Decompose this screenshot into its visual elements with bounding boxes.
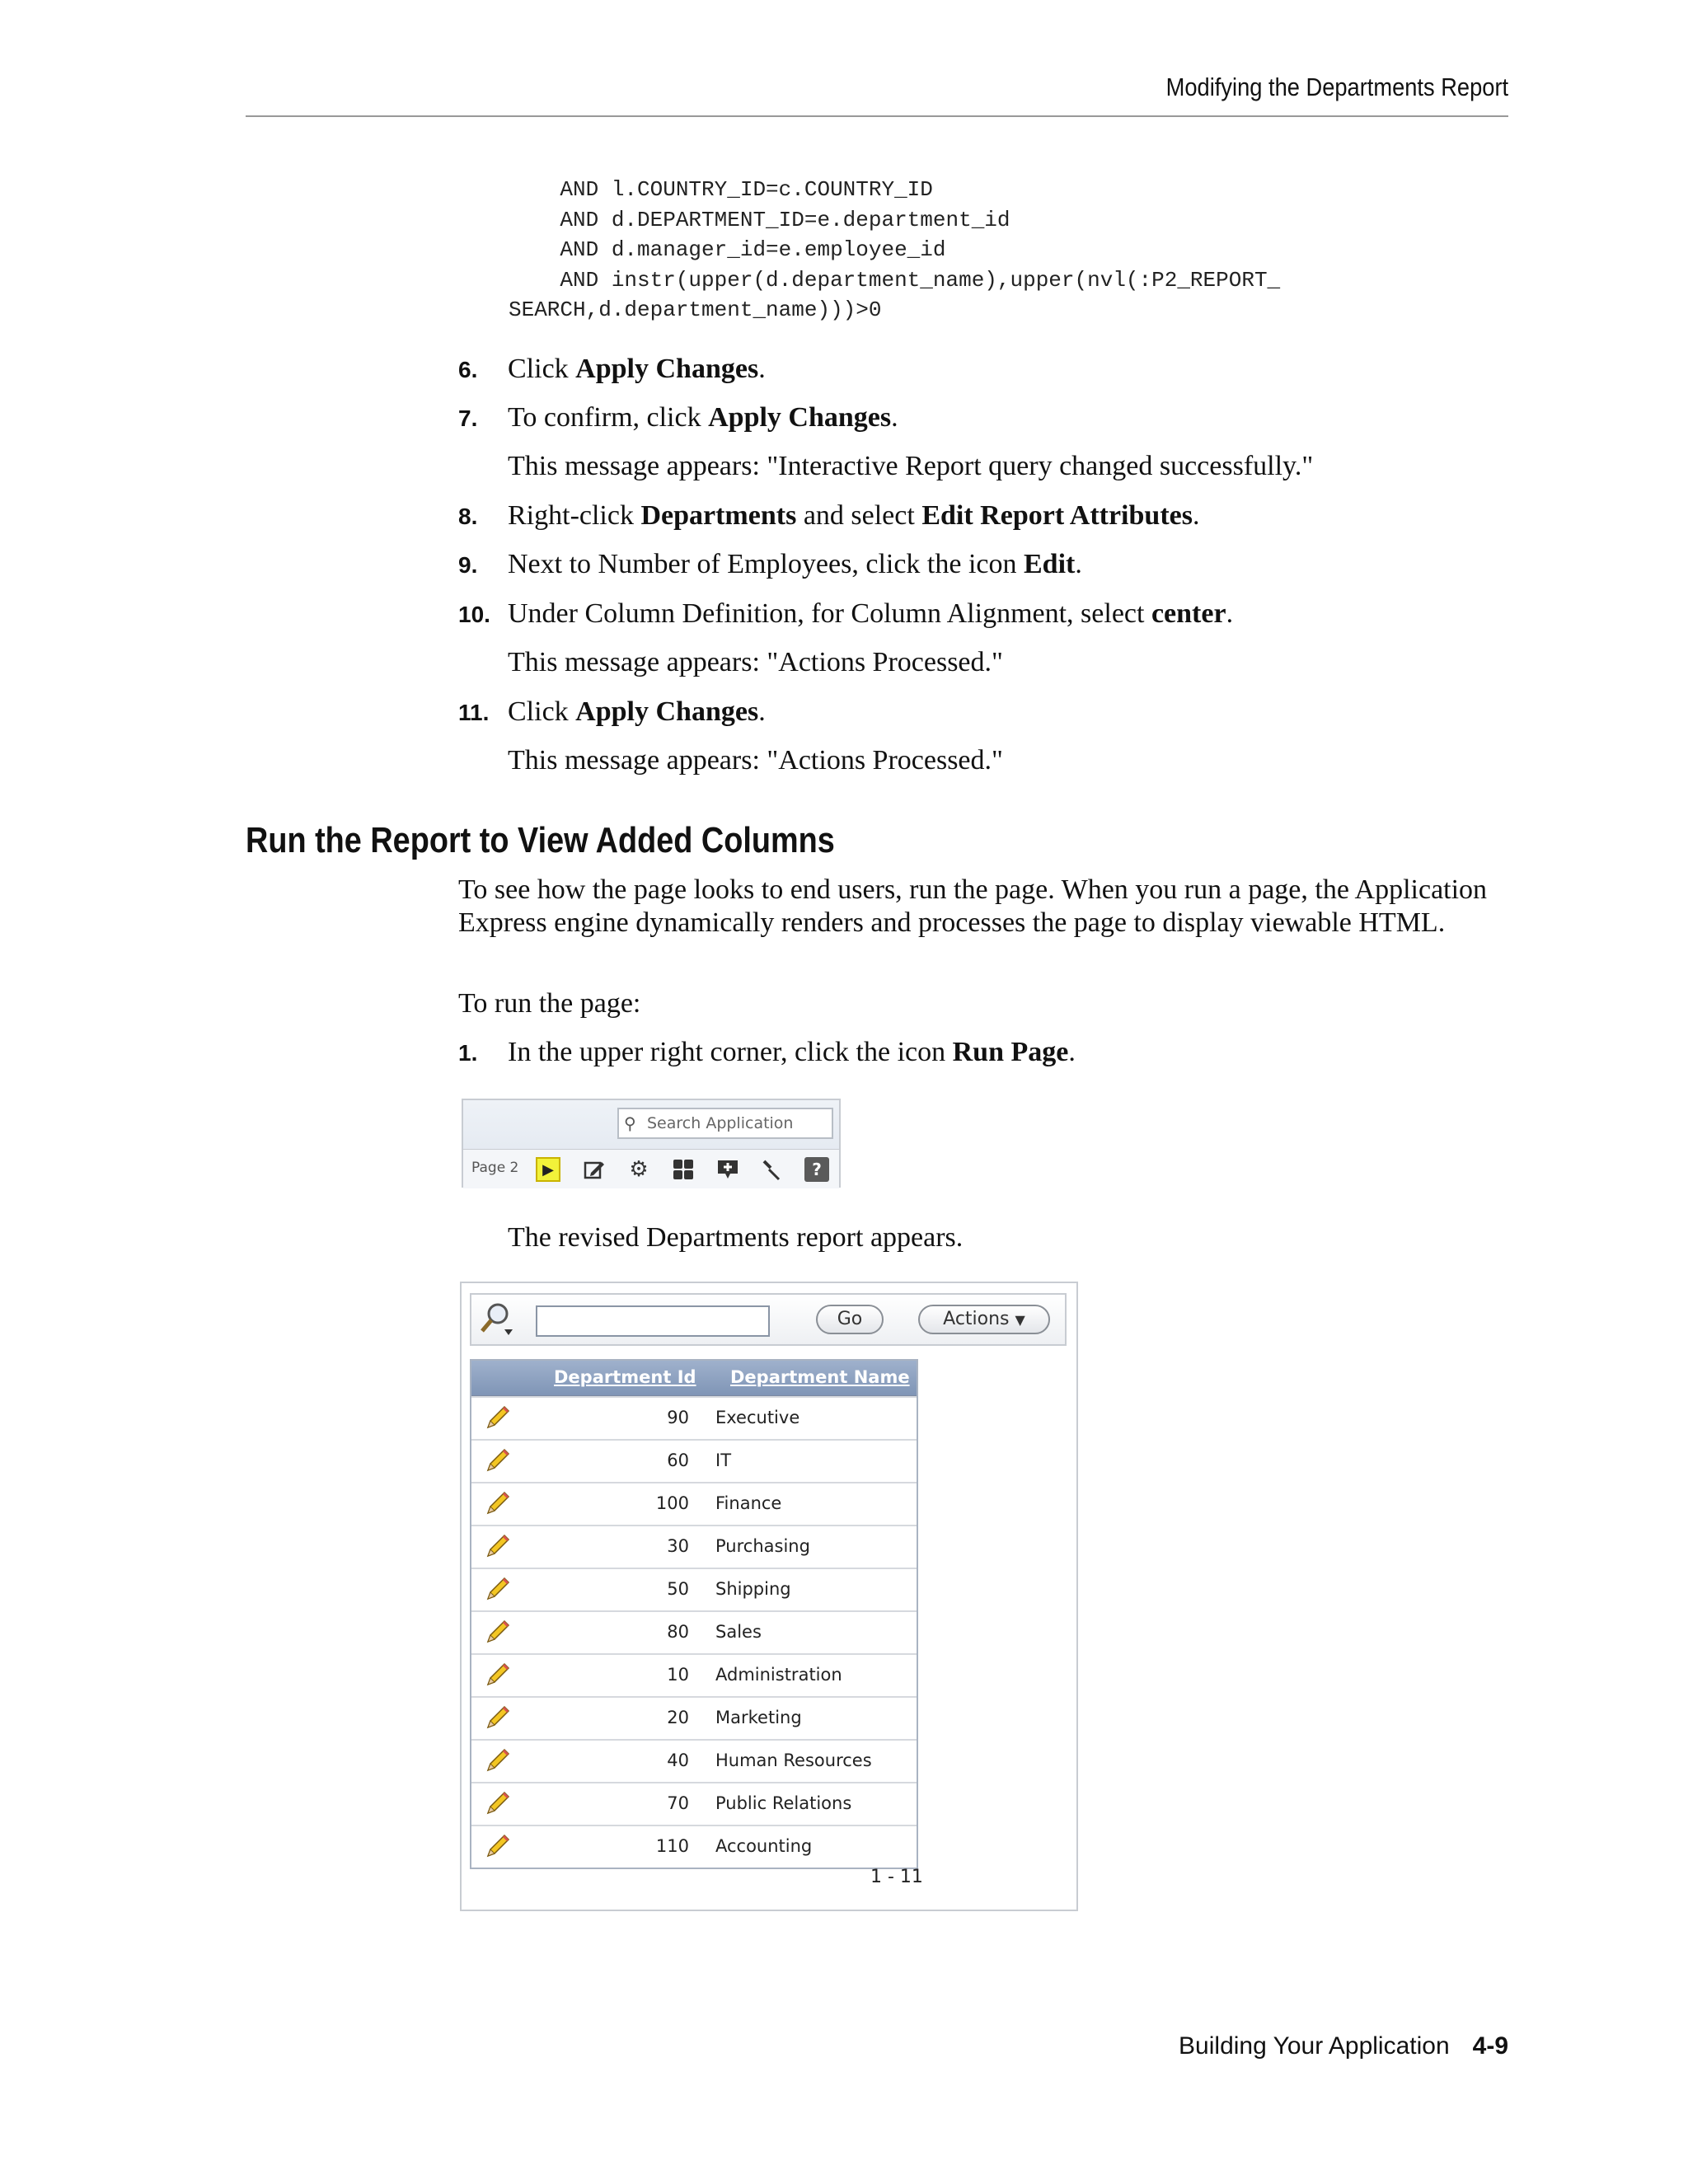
- department-name-cell: IT: [715, 1451, 732, 1470]
- report-table: [470, 1359, 918, 1869]
- department-name-cell: Executive: [715, 1408, 800, 1427]
- section-intro: To see how the page looks to end users, run the page. When you run a page, the Application Express engine dynamically renders and processes the page to display viewable HTML.: [458, 874, 1488, 938]
- search-application-input[interactable]: [617, 1108, 833, 1139]
- help-icon[interactable]: ?: [804, 1157, 829, 1182]
- edit-pencil-icon[interactable]: [483, 1790, 511, 1818]
- department-name-cell: Sales: [715, 1622, 762, 1642]
- code-line: AND d.DEPARTMENT_ID=e.department_id: [509, 207, 1010, 232]
- edit-pencil-icon[interactable]: [483, 1661, 511, 1690]
- create-icon[interactable]: [715, 1157, 740, 1182]
- code-line: AND l.COUNTRY_ID=c.COUNTRY_ID: [509, 177, 933, 202]
- department-id-cell: 90: [667, 1408, 689, 1427]
- department-name-cell: Finance: [715, 1493, 782, 1513]
- department-id-cell: 60: [667, 1451, 689, 1470]
- table-row: [471, 1568, 917, 1610]
- page-footer: [1179, 2032, 1508, 2060]
- departments-report-screenshot: [460, 1282, 1078, 1911]
- footer-chapter: Building Your Application: [1179, 2032, 1450, 2060]
- table-row: [471, 1739, 917, 1782]
- edit-page-icon[interactable]: [582, 1157, 607, 1182]
- step-11: 11. Click Apply Changes.: [458, 696, 766, 727]
- department-name-cell: Human Resources: [715, 1750, 872, 1770]
- edit-pencil-icon[interactable]: [483, 1533, 511, 1561]
- footer-page-number: 4-9: [1472, 2032, 1508, 2060]
- department-id-cell: 80: [667, 1622, 689, 1642]
- page-toolbar-screenshot: [462, 1099, 841, 1188]
- report-search-input[interactable]: [536, 1305, 770, 1337]
- section-heading: Run the Report to View Added Columns: [246, 820, 835, 860]
- department-name-cell: Public Relations: [715, 1793, 852, 1813]
- page-label: Page 2: [471, 1160, 519, 1176]
- department-name-cell: Shipping: [715, 1579, 791, 1599]
- step-9: 9. Next to Number of Employees, click the icon Edit.: [458, 549, 1082, 579]
- actions-menu-button[interactable]: [918, 1305, 1050, 1334]
- report-search-bar: [470, 1293, 1067, 1346]
- department-name-cell: Marketing: [715, 1708, 802, 1727]
- after-run-text: The revised Departments report appears.: [508, 1222, 964, 1253]
- shared-components-icon[interactable]: [671, 1157, 696, 1182]
- pagination-text: 1 - 11: [870, 1867, 923, 1887]
- search-icon: ⚲: [624, 1113, 636, 1133]
- table-row: [471, 1482, 917, 1525]
- department-id-cell: 50: [667, 1579, 689, 1599]
- edit-pencil-icon[interactable]: [483, 1833, 511, 1861]
- table-row: [471, 1653, 917, 1696]
- edit-pencil-icon[interactable]: [483, 1619, 511, 1647]
- edit-pencil-icon[interactable]: [483, 1404, 511, 1432]
- edit-pencil-icon[interactable]: [483, 1447, 511, 1475]
- column-header-department-name[interactable]: Department Name: [730, 1367, 910, 1387]
- step-10: 10. Under Column Definition, for Column Alignment, select center.: [458, 598, 1234, 629]
- edit-pencil-icon[interactable]: [483, 1704, 511, 1732]
- step-7: 7. To confirm, click Apply Changes.: [458, 402, 898, 433]
- department-id-cell: 30: [667, 1536, 689, 1556]
- search-placeholder: Search Application: [647, 1114, 794, 1132]
- edit-pencil-icon[interactable]: [483, 1747, 511, 1775]
- table-row: [471, 1610, 917, 1653]
- sql-code-block: [509, 175, 1280, 326]
- run-page-icon[interactable]: ▶: [536, 1157, 560, 1182]
- table-row: [471, 1439, 917, 1482]
- table-row: [471, 1825, 917, 1868]
- header-rule: [246, 115, 1508, 117]
- step-6: 6. Click Apply Changes.: [458, 354, 766, 384]
- table-row: [471, 1525, 917, 1568]
- developer-comment-icon[interactable]: [760, 1157, 785, 1182]
- department-name-cell: Purchasing: [715, 1536, 810, 1556]
- department-name-cell: Administration: [715, 1665, 842, 1685]
- table-row: [471, 1782, 917, 1825]
- column-header-department-id[interactable]: Department Id: [554, 1367, 696, 1387]
- department-name-cell: Accounting: [715, 1836, 813, 1856]
- actions-label: Actions: [943, 1309, 1010, 1329]
- running-header: Modifying the Departments Report: [1165, 73, 1508, 101]
- department-id-cell: 10: [667, 1665, 689, 1685]
- run-step-1: 1. In the upper right corner, click the icon Run Page.: [458, 1037, 1076, 1067]
- table-row: [471, 1696, 917, 1739]
- department-id-cell: 20: [667, 1708, 689, 1727]
- step-note: This message appears: "Interactive Report query changed successfully.": [508, 451, 1314, 481]
- step-note: This message appears: "Actions Processed.": [508, 647, 1003, 677]
- step-8: 8. Right-click Departments and select Edit Report Attributes.: [458, 500, 1200, 531]
- table-header: [471, 1361, 917, 1396]
- go-button[interactable]: Go: [816, 1305, 884, 1334]
- gear-icon[interactable]: ⚙: [629, 1157, 649, 1182]
- code-line: AND instr(upper(d.department_name),upper(nvl(:P2_REPORT_: [509, 267, 1281, 293]
- edit-pencil-icon[interactable]: [483, 1490, 511, 1518]
- code-line: AND d.manager_id=e.employee_id: [509, 237, 946, 262]
- step-note: This message appears: "Actions Processed.": [508, 745, 1003, 776]
- department-id-cell: 110: [655, 1836, 689, 1856]
- toolbar-icon-row: [463, 1149, 839, 1188]
- edit-pencil-icon[interactable]: [483, 1576, 511, 1604]
- chevron-down-icon: ▼: [1015, 1312, 1025, 1328]
- department-id-cell: 100: [655, 1493, 689, 1513]
- to-run-text: To run the page:: [458, 988, 641, 1019]
- table-row: [471, 1396, 917, 1439]
- search-column-icon[interactable]: [480, 1301, 516, 1338]
- department-id-cell: 40: [667, 1750, 689, 1770]
- department-id-cell: 70: [667, 1793, 689, 1813]
- code-line: SEARCH,d.department_name)))>0: [509, 298, 882, 322]
